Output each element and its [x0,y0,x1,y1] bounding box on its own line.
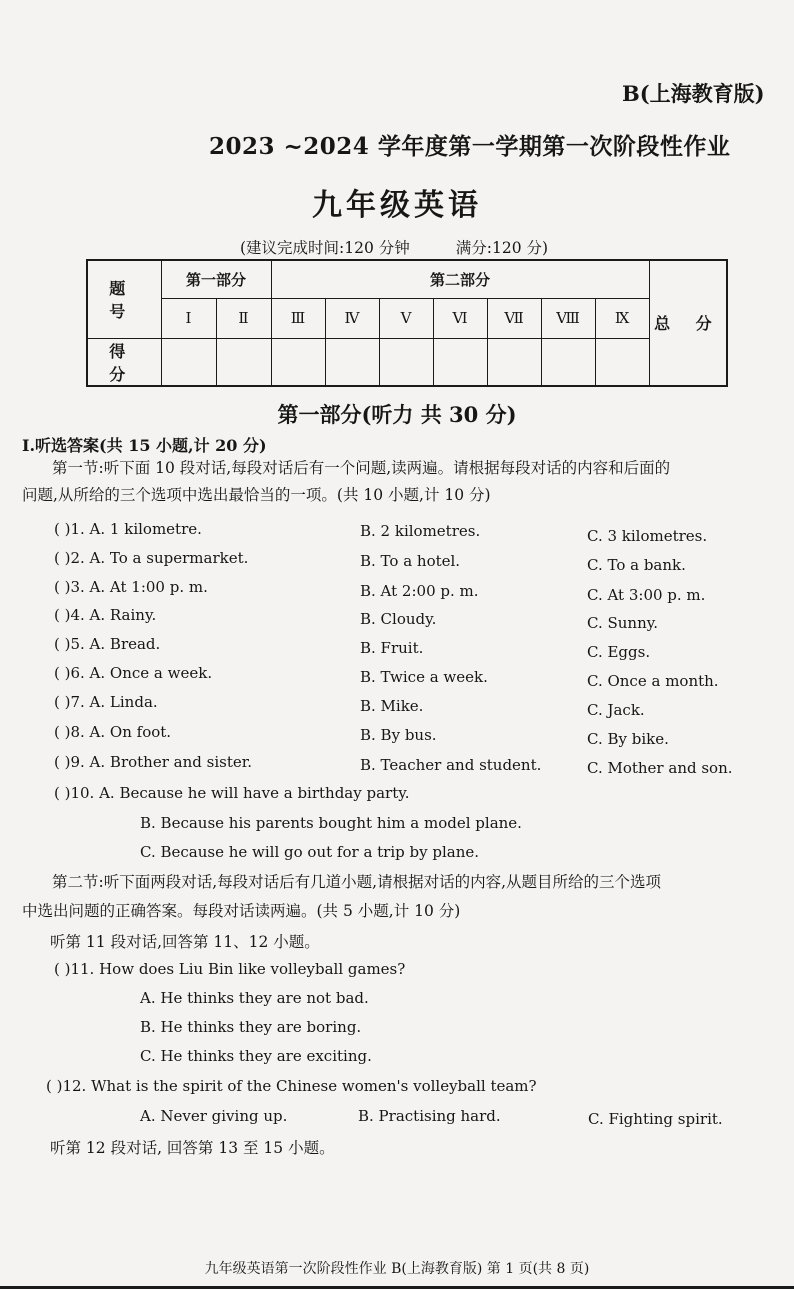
roman-6: Ⅵ [433,298,487,338]
header-part1: 第一部分 [161,260,271,298]
question-11-stem: ( )11. How does Liu Bin like volleyball games? [54,960,406,978]
question-5-b: B. Fruit. [360,639,424,657]
question-11-a: A. He thinks they are not bad. [140,989,369,1007]
question-1-c: C. 3 kilometres. [587,527,708,545]
score-cell [487,338,541,386]
roman-3: Ⅲ [271,298,325,338]
question-4-b: B. Cloudy. [360,610,437,628]
roman-9: Ⅸ [595,298,649,338]
exam-title: 2023 ~2024 学年度第一学期第一次阶段性作业 [209,133,731,160]
score-cell [271,338,325,386]
score-note: 满分:120 分) [455,239,549,257]
question-12-stem: ( )12. What is the spirit of the Chinese women's volleyball team? [46,1077,537,1095]
section1-intro-line1: 第一节:听下面 10 段对话,每段对话后有一个问题,读两遍。请根据每段对话的内容和后面的 [52,459,671,477]
header-part2: 第二部分 [271,260,649,298]
section2-intro-line1: 第二节:听下面两段对话,每段对话后有几道小题,请根据对话的内容,从题目所给的三个选项 [52,873,662,891]
roman-5: Ⅴ [379,298,433,338]
question-10-a: ( )10. A. Because he will have a birthday party. [54,784,410,802]
roman-7: Ⅶ [487,298,541,338]
section1-heading: Ⅰ.听选答案(共 15 小题,计 20 分) [22,436,267,455]
question-3-b: B. At 2:00 p. m. [360,582,479,600]
question-3-c: C. At 3:00 p. m. [587,586,706,604]
question-2-b: B. To a hotel. [360,552,461,570]
dialog-11-instruction: 听第 11 段对话,回答第 11、12 小题。 [50,933,320,951]
row-label-question: 题 号 [87,260,161,338]
question-4-a: ( )4. A. Rainy. [54,606,157,624]
question-10-b: B. Because his parents bought him a model plane. [140,814,522,832]
time-info [240,236,548,258]
question-9-a: ( )9. A. Brother and sister. [54,753,253,771]
question-5-a: ( )5. A. Bread. [54,635,161,653]
question-8-a: ( )8. A. On foot. [54,723,172,741]
question-4-c: C. Sunny. [587,614,658,632]
roman-8: Ⅷ [541,298,595,338]
question-12-c: C. Fighting spirit. [588,1110,723,1128]
roman-1: Ⅰ [161,298,216,338]
question-9-c: C. Mother and son. [587,759,733,777]
header-total: 总 分 [649,260,727,386]
question-12-b: B. Practising hard. [358,1107,501,1125]
question-12-a: A. Never giving up. [140,1107,288,1125]
roman-2: Ⅱ [216,298,271,338]
question-10-c: C. Because he will go out for a trip by plane. [140,843,480,861]
score-cell [161,338,216,386]
question-7-c: C. Jack. [587,701,645,719]
section2-intro-line2: 中选出问题的正确答案。每段对话读两遍。(共 5 小题,计 10 分) [22,902,461,920]
question-6-b: B. Twice a week. [360,668,488,686]
score-cell [325,338,379,386]
score-cell [433,338,487,386]
question-2-c: C. To a bank. [587,556,686,574]
part1-title: 第一部分(听力 共 30 分) [277,402,517,427]
edition-label: B(上海教育版) [622,81,765,106]
time-note: (建议完成时间:120 分钟 [240,239,410,257]
section1-intro-line2: 问题,从所给的三个选项中选出最恰当的一项。(共 10 小题,计 10 分) [22,486,491,504]
question-8-c: C. By bike. [587,730,669,748]
score-cell [379,338,433,386]
question-7-a: ( )7. A. Linda. [54,693,158,711]
question-11-b: B. He thinks they are boring. [140,1018,362,1036]
row-label-score: 得 分 [87,338,161,386]
question-9-b: B. Teacher and student. [360,756,542,774]
page-footer: 九年级英语第一次阶段性作业 B(上海教育版) 第 1 页(共 8 页) [204,1261,590,1277]
score-cell [541,338,595,386]
dialog-12-instruction: 听第 12 段对话, 回答第 13 至 15 小题。 [50,1139,335,1157]
score-cell [216,338,271,386]
question-6-a: ( )6. A. Once a week. [54,664,213,682]
question-5-c: C. Eggs. [587,643,651,661]
question-8-b: B. By bus. [360,726,437,744]
question-2-a: ( )2. A. To a supermarket. [54,549,249,567]
question-3-a: ( )3. A. At 1:00 p. m. [54,578,208,596]
question-7-b: B. Mike. [360,697,424,715]
question-6-c: C. Once a month. [587,672,719,690]
question-11-c: C. He thinks they are exciting. [140,1047,372,1065]
score-cell [595,338,649,386]
subject-title: 九年级英语 [312,188,482,223]
roman-4: Ⅳ [325,298,379,338]
question-1-a: ( )1. A. 1 kilometre. [54,520,202,538]
question-1-b: B. 2 kilometres. [360,522,481,540]
score-table [86,259,728,387]
